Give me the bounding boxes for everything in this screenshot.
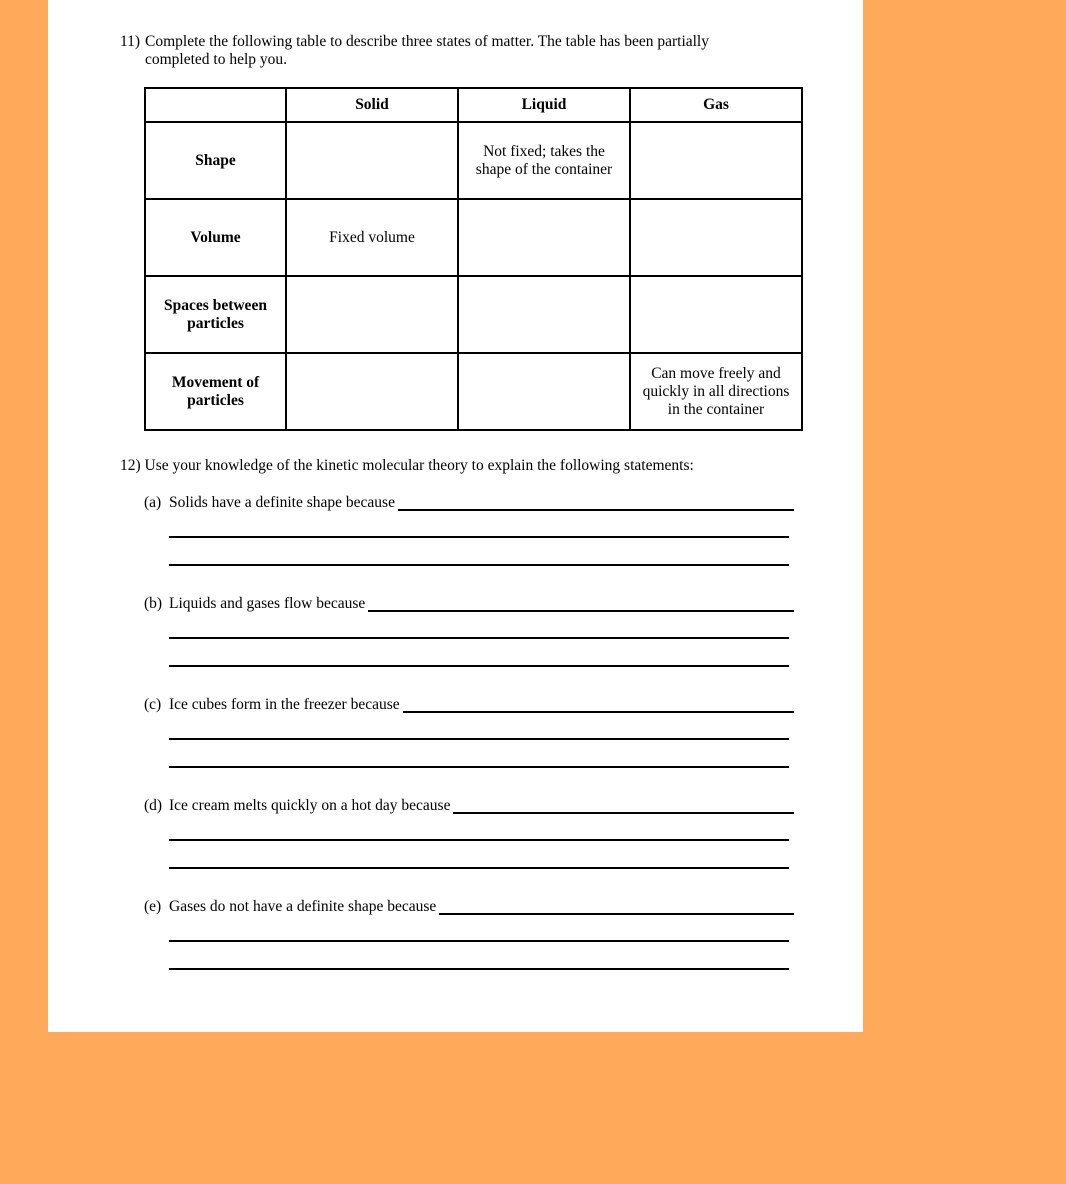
question-text: Use your knowledge of the kinetic molecular theory to explain the following statements: [144,457,694,474]
part-prompt: Ice cubes form in the freezer because [169,696,400,713]
answer-line[interactable] [169,867,789,869]
answer-line[interactable] [169,940,789,942]
answer-line[interactable] [169,968,789,970]
part-letter: (c) [144,696,162,713]
answer-line[interactable] [169,665,789,667]
header-cell-gas: Gas [630,88,802,122]
answer-cell[interactable] [286,353,458,430]
answer-cell[interactable] [458,353,630,430]
question-number: 12) [120,457,141,474]
part-b [144,595,794,613]
table-row-volume [145,199,802,276]
row-label: Shape [145,122,286,199]
row-label: Movement of particles [145,353,286,430]
part-prompt: Gases do not have a definite shape because [169,898,437,915]
part-letter: (b) [144,595,163,612]
answer-cell: Can move freely and quickly in all directions in the container [630,353,802,430]
answer-line[interactable] [169,766,789,768]
states-of-matter-table [144,87,803,431]
part-letter: (d) [144,797,163,814]
answer-blank[interactable] [453,812,794,814]
part-d [144,797,794,815]
question-11 [120,33,770,69]
question-text-line-2: completed to help you. [145,51,288,68]
answer-line[interactable] [169,637,789,639]
part-c [144,696,794,714]
question-text-line-1: Complete the following table to describe three states of matter. The table has been partially [145,33,709,50]
answer-line[interactable] [169,738,789,740]
part-e [144,898,794,916]
part-prompt: Liquids and gases flow because [169,595,366,612]
table-header-row [145,88,802,122]
question-number: 11) [120,33,141,50]
table-row-spaces [145,276,802,353]
answer-cell: Fixed volume [286,199,458,276]
answer-cell[interactable] [630,199,802,276]
answer-cell[interactable] [286,276,458,353]
answer-cell[interactable] [458,199,630,276]
row-label: Volume [145,199,286,276]
table-row-shape [145,122,802,199]
part-a [144,494,794,512]
answer-blank[interactable] [398,509,794,511]
answer-line[interactable] [169,536,789,538]
answer-line[interactable] [169,839,789,841]
header-cell-empty [145,88,286,122]
answer-cell: Not fixed; takes the shape of the container [458,122,630,199]
worksheet-page [48,0,863,1032]
answer-line[interactable] [169,564,789,566]
part-prompt: Solids have a definite shape because [169,494,395,511]
header-cell-solid: Solid [286,88,458,122]
part-letter: (a) [144,494,162,511]
answer-blank[interactable] [403,711,794,713]
question-12 [120,457,694,475]
answer-cell[interactable] [458,276,630,353]
part-prompt: Ice cream melts quickly on a hot day because [169,797,451,814]
part-letter: (e) [144,898,162,915]
answer-cell[interactable] [286,122,458,199]
answer-blank[interactable] [368,610,794,612]
answer-cell[interactable] [630,276,802,353]
table-row-movement [145,353,802,430]
answer-blank[interactable] [439,913,794,915]
answer-cell[interactable] [630,122,802,199]
row-label: Spaces between particles [145,276,286,353]
header-cell-liquid: Liquid [458,88,630,122]
